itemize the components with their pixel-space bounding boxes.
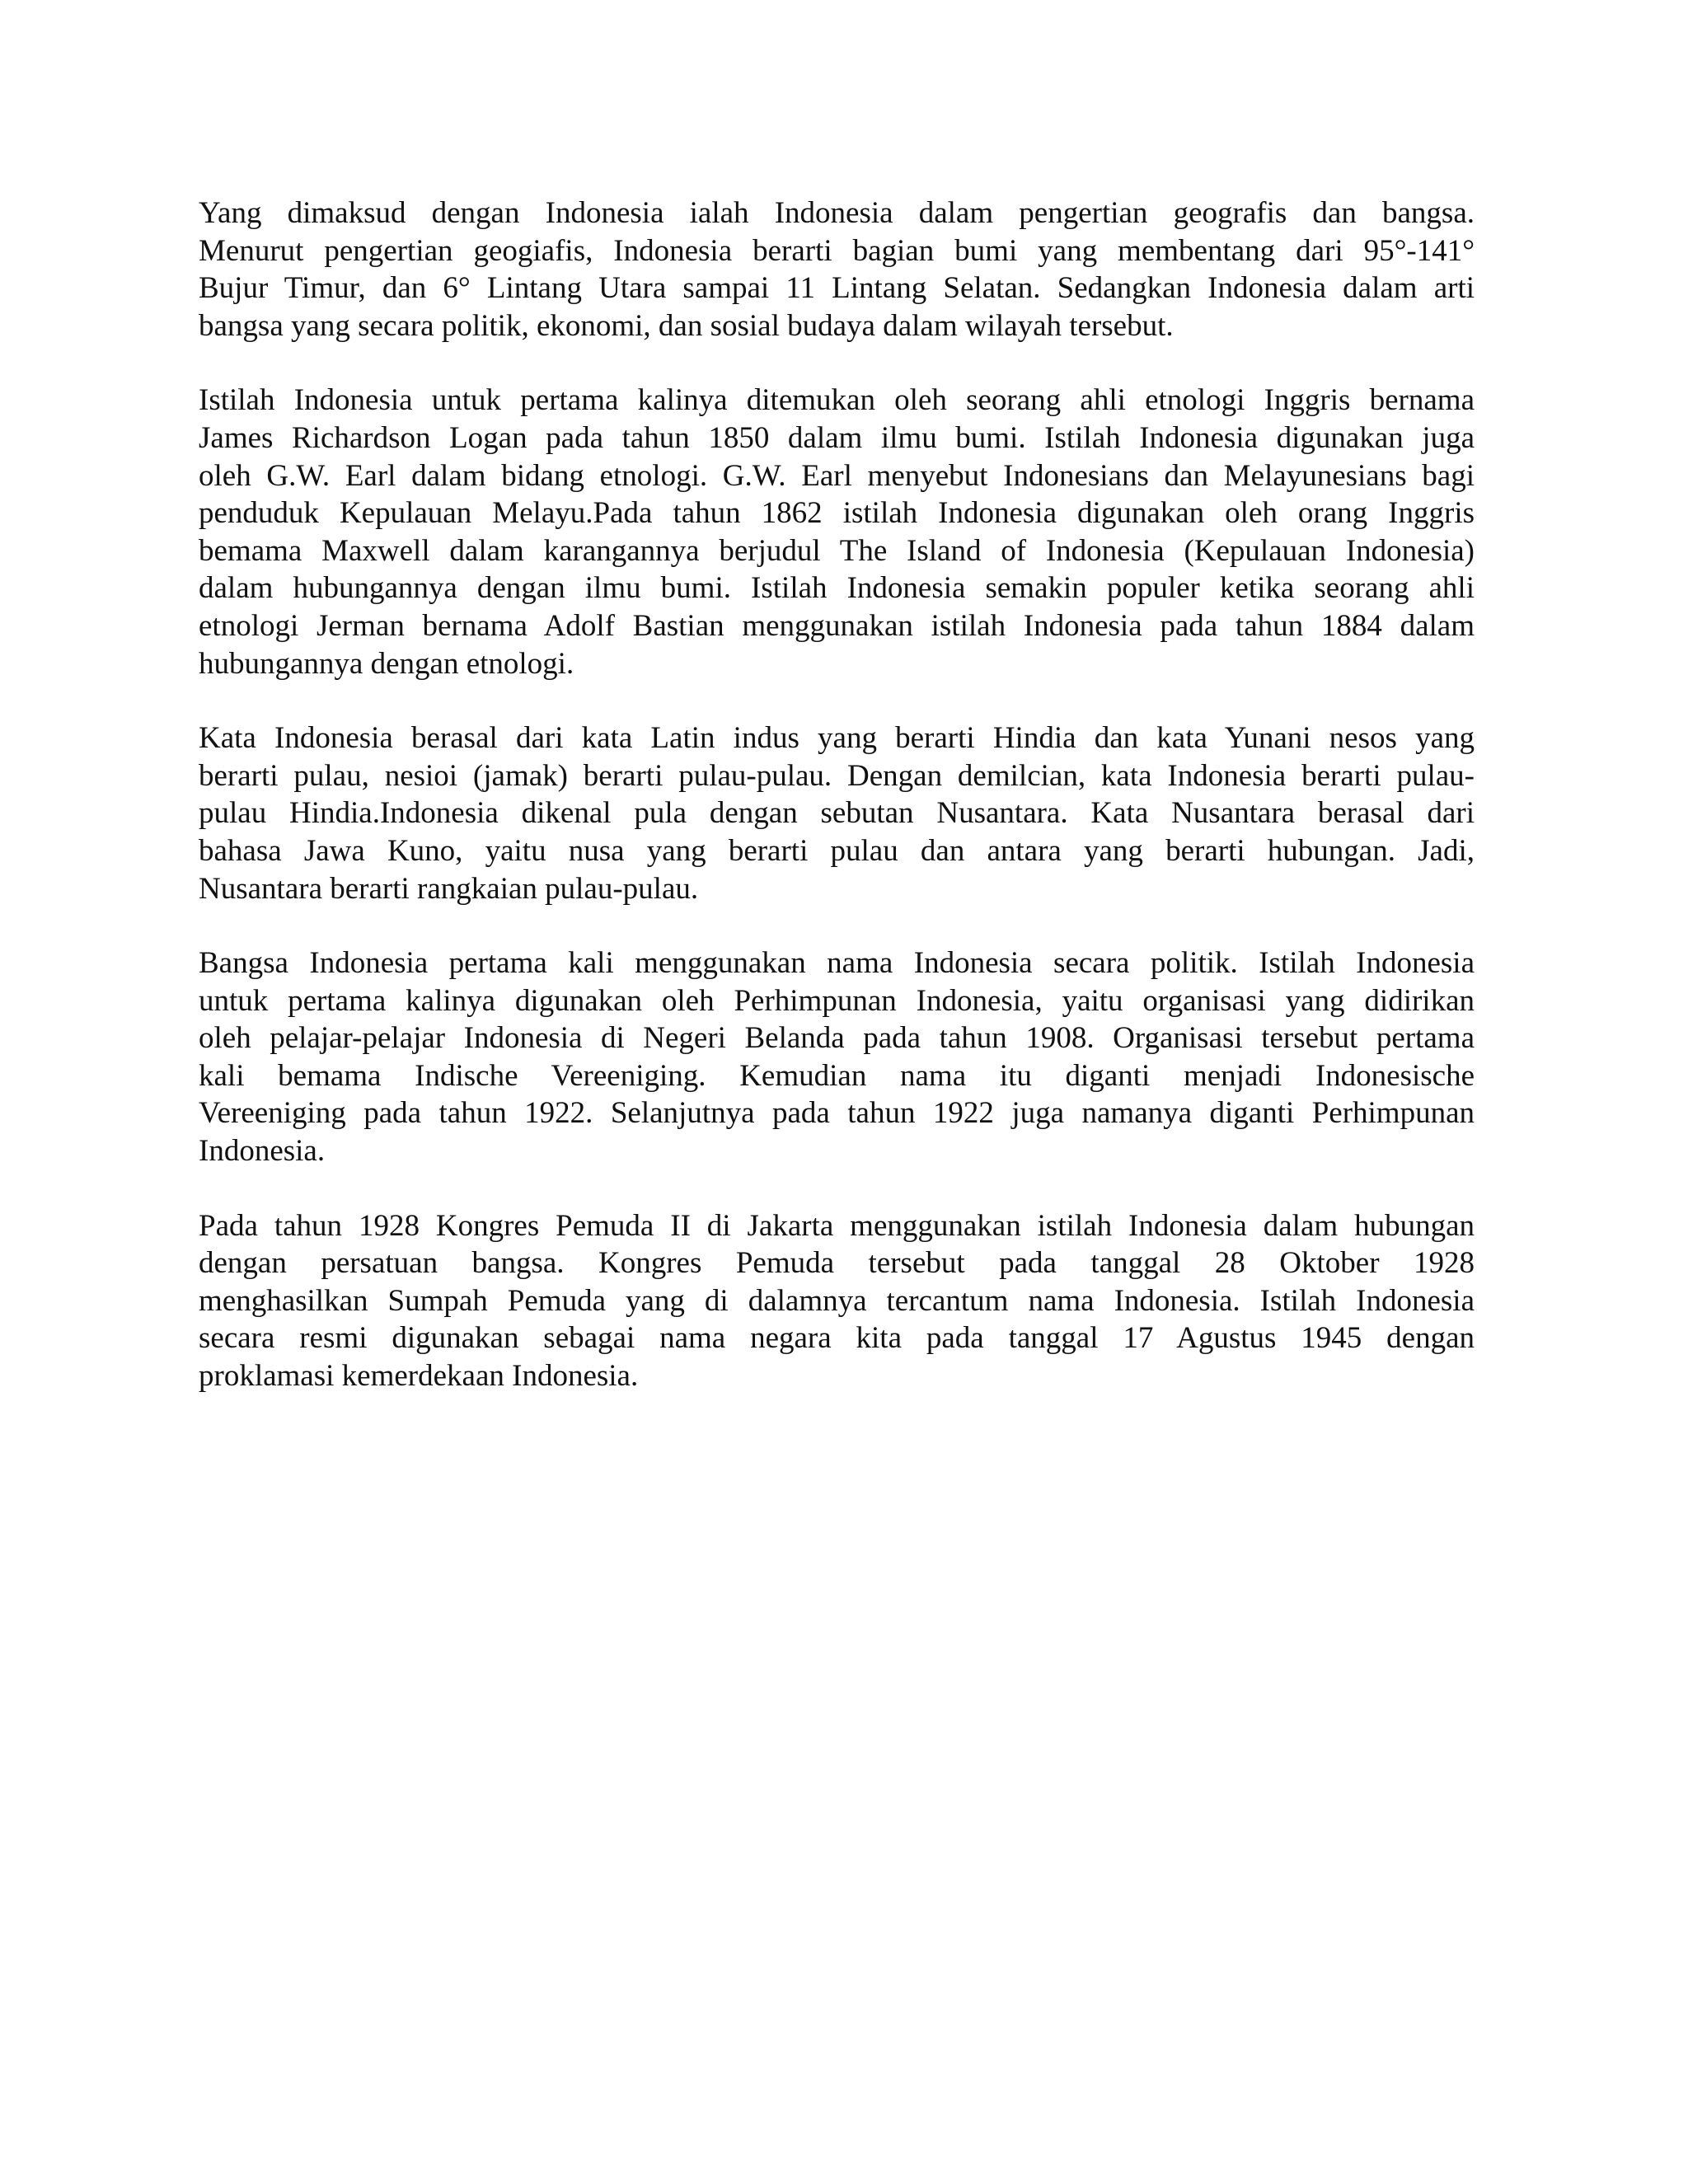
text-line: hubungannya dengan etnologi.: [199, 646, 574, 681]
text-line: bemama Maxwell dalam karangannya berjudul The Island of Indonesia (Kepulauan Indonesia): [199, 533, 1475, 568]
text-line: Menurut pengertian geogiafis, Indonesia berarti bagian bumi yang membentang dari 95°-141°: [199, 233, 1475, 268]
text-line: Kata Indonesia berasal dari kata Latin indus yang berarti Hindia dan kata Yunani nesos yang: [199, 721, 1475, 756]
text-line: oleh pelajar-pelajar Indonesia di Negeri Belanda pada tahun 1908. Organisasi tersebut pertama: [199, 1021, 1475, 1056]
text-line: Bujur Timur, dan 6° Lintang Utara sampai 11 Lintang Selatan. Sedangkan Indonesia dalam arti: [199, 271, 1475, 306]
text-line: pulau Hindia.Indonesia dikenal pula dengan sebutan Nusantara. Kata Nusantara berasal dari: [199, 796, 1475, 831]
text-line: dalam hubungannya dengan ilmu bumi. Istilah Indonesia semakin populer ketika seorang ahli: [199, 571, 1475, 606]
text-line: Indonesia.: [199, 1134, 326, 1169]
text-line: kali bemama Indische Vereeniging. Kemudian nama itu diganti menjadi Indonesische: [199, 1058, 1475, 1093]
paragraph-term-origin: [199, 382, 1475, 682]
text-line: bangsa yang secara politik, ekonomi, dan sosial budaya dalam wilayah tersebut.: [199, 308, 1174, 343]
text-line: James Richardson Logan pada tahun 1850 dalam ilmu bumi. Istilah Indonesia digunakan juga: [199, 420, 1475, 455]
paragraph-geography: [199, 194, 1475, 344]
text-line: Vereeniging pada tahun 1922. Selanjutnya pada tahun 1922 juga namanya diganti Perhimpunan: [199, 1096, 1475, 1131]
text-line: Pada tahun 1928 Kongres Pemuda II di Jakarta menggunakan istilah Indonesia dalam hubungan: [199, 1208, 1475, 1243]
text-line: dengan persatuan bangsa. Kongres Pemuda tersebut pada tanggal 28 Oktober 1928: [199, 1246, 1475, 1281]
text-line: berarti pulau, nesioi (jamak) berarti pulau-pulau. Dengan demilcian, kata Indonesia berarti pulau-: [199, 758, 1475, 793]
text-line: Bangsa Indonesia pertama kali menggunakan nama Indonesia secara politik. Istilah Indonesia: [199, 946, 1475, 981]
text-line: oleh G.W. Earl dalam bidang etnologi. G.W. Earl menyebut Indonesians dan Melayunesians bagi: [199, 458, 1475, 493]
paragraph-youth-pledge: [199, 1207, 1475, 1395]
text-line: bahasa Jawa Kuno, yaitu nusa yang berarti pulau dan antara yang berarti hubungan. Jadi,: [199, 833, 1475, 868]
text-line: Istilah Indonesia untuk pertama kalinya ditemukan oleh seorang ahli etnologi Inggris bernama: [199, 383, 1475, 418]
text-line: Yang dimaksud dengan Indonesia ialah Indonesia dalam pengertian geografis dan bangsa.: [199, 196, 1475, 230]
paragraph-etymology: [199, 719, 1475, 907]
text-line: menghasilkan Sumpah Pemuda yang di dalamnya tercantum nama Indonesia. Istilah Indonesia: [199, 1283, 1475, 1318]
text-line: proklamasi kemerdekaan Indonesia.: [199, 1359, 639, 1394]
text-line: untuk pertama kalinya digunakan oleh Perhimpunan Indonesia, yaitu organisasi yang didirikan: [199, 983, 1475, 1018]
text-line: etnologi Jerman bernama Adolf Bastian menggunakan istilah Indonesia pada tahun 1884 dalam: [199, 608, 1475, 643]
paragraph-political-use: [199, 944, 1475, 1170]
text-line: secara resmi digunakan sebagai nama negara kita pada tanggal 17 Agustus 1945 dengan: [199, 1321, 1475, 1356]
text-line: Nusantara berarti rangkaian pulau-pulau.: [199, 871, 699, 906]
text-line: penduduk Kepulauan Melayu.Pada tahun 1862 istilah Indonesia digunakan oleh orang Inggris: [199, 496, 1475, 531]
document-body: [199, 194, 1475, 1432]
